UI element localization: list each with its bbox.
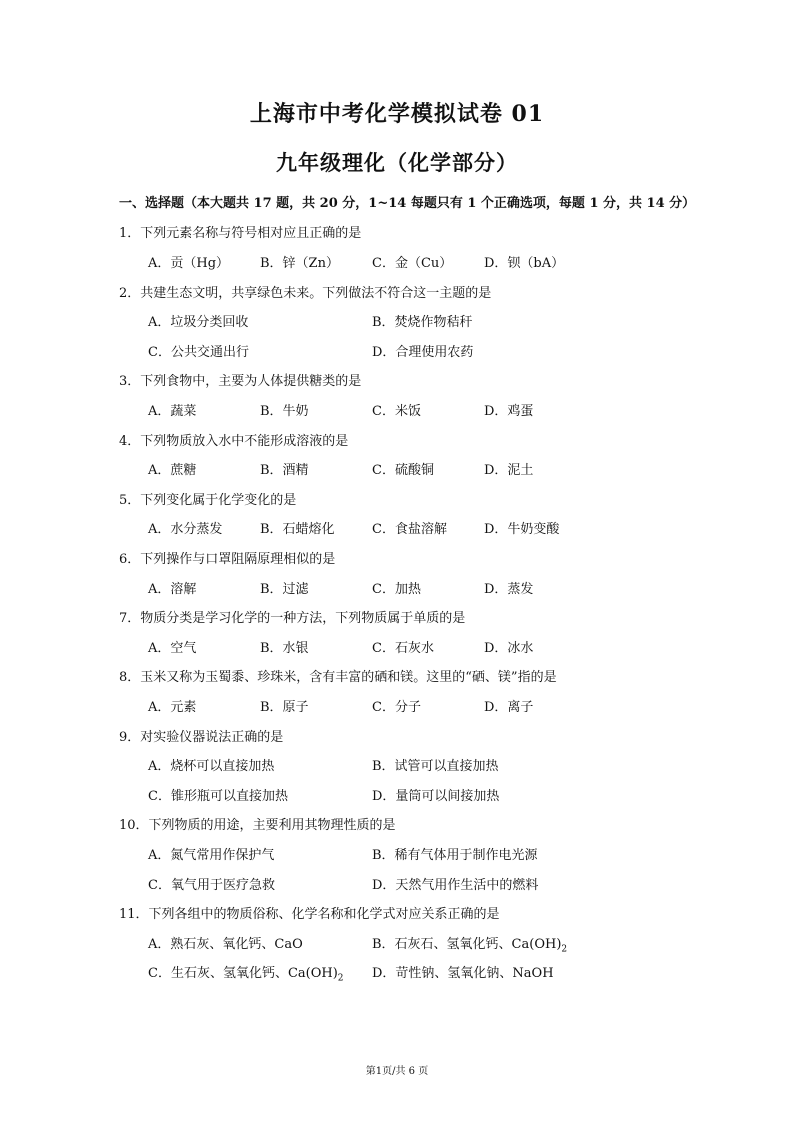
question-9-option-c: C．锥形瓶可以直接加热 bbox=[148, 789, 288, 804]
question-8-option-b: B．原子 bbox=[260, 700, 309, 715]
question-1-option-b: B．锌（Zn） bbox=[260, 256, 339, 271]
question-1-option-d: D．钡（bA） bbox=[484, 256, 565, 271]
exam-title: 上海市中考化学模拟试卷 01 bbox=[249, 101, 545, 127]
question-11-option-c bbox=[148, 962, 344, 984]
subscript: 2 bbox=[561, 944, 568, 955]
question-2-option-b: B．焚烧作物秸秆 bbox=[372, 315, 473, 330]
question-10-option-d: D．天然气用作生活中的燃料 bbox=[372, 878, 539, 893]
section-heading: 一、选择题（本大题共 17 题，共 20 分，1~14 每题只有 1 个正确选项，每题 1 分，共 14 分） bbox=[119, 196, 696, 211]
question-3-option-d: D．鸡蛋 bbox=[484, 404, 534, 419]
question-6-option-b: B．过滤 bbox=[260, 582, 309, 597]
question-2-option-a: A．垃圾分类回收 bbox=[148, 315, 249, 330]
question-4-option-d: D．泥土 bbox=[484, 463, 534, 478]
question-9-stem: 9．对实验仪器说法正确的是 bbox=[119, 730, 284, 745]
question-4-option-a: A．蔗糖 bbox=[148, 463, 197, 478]
question-9-option-d: D．量筒可以间接加热 bbox=[372, 789, 500, 804]
question-10-option-b: B．稀有气体用于制作电光源 bbox=[372, 848, 538, 863]
question-11-stem: 11．下列各组中的物质俗称、化学名称和化学式对应关系正确的是 bbox=[119, 907, 500, 922]
question-8-option-d: D．离子 bbox=[484, 700, 534, 715]
question-6-option-a: A．溶解 bbox=[148, 582, 197, 597]
question-10-option-a: A．氮气常用作保护气 bbox=[148, 848, 275, 863]
question-2-stem: 2．共建生态文明，共享绿色未来。下列做法不符合这一主题的是 bbox=[119, 286, 492, 301]
question-11-option-d: D．苛性钠、氢氧化钠、NaOH bbox=[372, 966, 554, 981]
question-7-stem: 7．物质分类是学习化学的一种方法，下列物质属于单质的是 bbox=[119, 611, 466, 626]
question-1-option-a: A．贡（Hg） bbox=[148, 256, 230, 271]
question-4-option-b: B．酒精 bbox=[260, 463, 309, 478]
question-2-option-c: C．公共交通出行 bbox=[148, 345, 249, 360]
question-5-option-c: C．食盐溶解 bbox=[372, 522, 447, 537]
question-5-option-b: B．石蜡熔化 bbox=[260, 522, 335, 537]
option-text: B．石灰石、氢氧化钙、Ca(OH) bbox=[372, 937, 562, 952]
question-5-option-a: A．水分蒸发 bbox=[148, 522, 223, 537]
question-7-option-d: D．冰水 bbox=[484, 641, 534, 656]
question-11-option-b bbox=[372, 933, 567, 955]
page-footer: 第1页/共 6 页 bbox=[365, 1066, 429, 1077]
question-6-stem: 6．下列操作与口罩阻隔原理相似的是 bbox=[119, 552, 336, 567]
question-8-option-a: A．元素 bbox=[148, 700, 197, 715]
option-text: C．生石灰、氢氧化钙、Ca(OH) bbox=[148, 966, 338, 981]
question-1-option-c: C．金（Cu） bbox=[372, 256, 453, 271]
question-6-option-d: D．蒸发 bbox=[484, 582, 534, 597]
question-1-stem: 1．下列元素名称与符号相对应且正确的是 bbox=[119, 226, 362, 241]
question-7-option-c: C．石灰水 bbox=[372, 641, 434, 656]
question-8-stem: 8．玉米又称为玉蜀黍、珍珠米，含有丰富的硒和镁。这里的“硒、镁”指的是 bbox=[119, 670, 557, 685]
question-5-stem: 5．下列变化属于化学变化的是 bbox=[119, 493, 297, 508]
question-7-option-a: A．空气 bbox=[148, 641, 197, 656]
question-10-stem: 10．下列物质的用途，主要利用其物理性质的是 bbox=[119, 818, 396, 833]
question-2-option-d: D．合理使用农药 bbox=[372, 345, 474, 360]
question-3-stem: 3．下列食物中，主要为人体提供糖类的是 bbox=[119, 374, 362, 389]
question-10-option-c: C．氧气用于医疗急救 bbox=[148, 878, 275, 893]
question-4-stem: 4．下列物质放入水中不能形成溶液的是 bbox=[119, 434, 349, 449]
question-3-option-c: C．米饭 bbox=[372, 404, 421, 419]
exam-subtitle: 九年级理化（化学部分） bbox=[276, 150, 518, 175]
subscript: 2 bbox=[337, 973, 344, 984]
question-9-option-b: B．试管可以直接加热 bbox=[372, 759, 499, 774]
question-9-option-a: A．烧杯可以直接加热 bbox=[148, 759, 275, 774]
question-5-option-d: D．牛奶变酸 bbox=[484, 522, 560, 537]
question-3-option-a: A．蔬菜 bbox=[148, 404, 197, 419]
question-6-option-c: C．加热 bbox=[372, 582, 421, 597]
question-3-option-b: B．牛奶 bbox=[260, 404, 309, 419]
question-7-option-b: B．水银 bbox=[260, 641, 309, 656]
question-4-option-c: C．硫酸铜 bbox=[372, 463, 434, 478]
question-11-option-a: A．熟石灰、氧化钙、CaO bbox=[148, 937, 303, 952]
question-8-option-c: C．分子 bbox=[372, 700, 421, 715]
